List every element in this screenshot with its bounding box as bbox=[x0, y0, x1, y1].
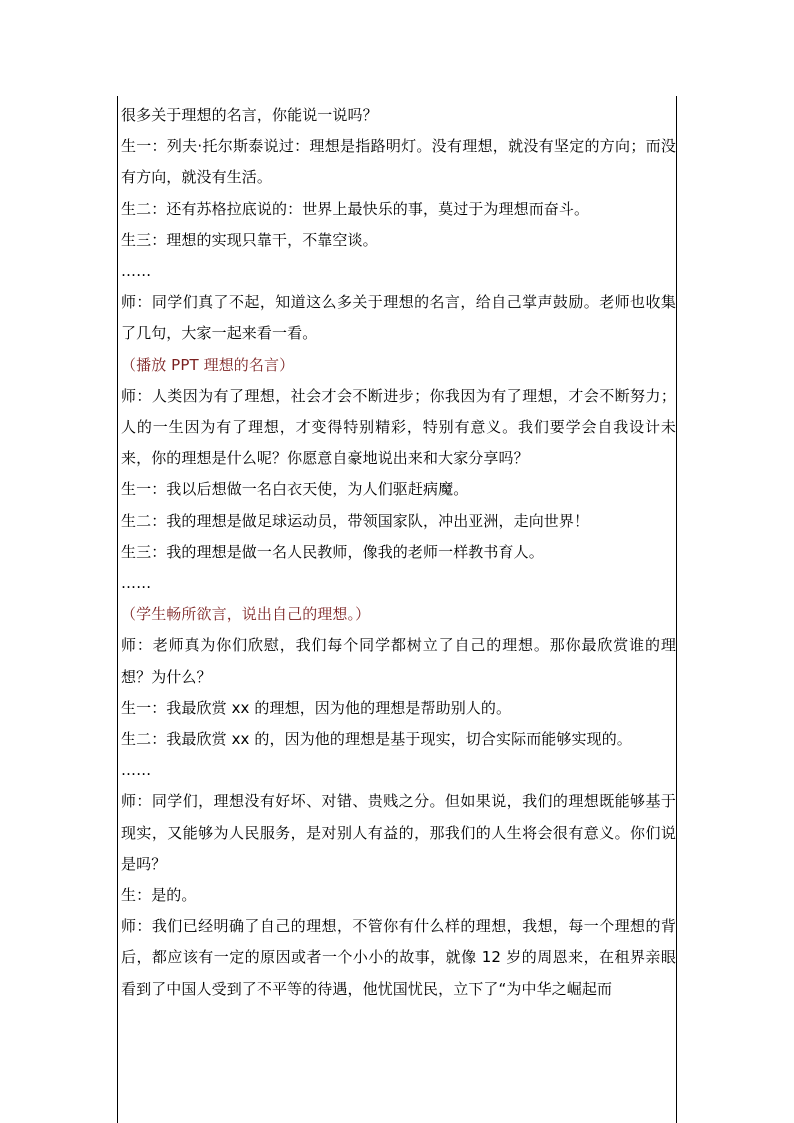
dialogue-line: 生二：我最欣赏 xx 的，因为他的理想是基于现实，切合实际而能够实现的。 bbox=[121, 730, 632, 749]
dialogue-line: 生一：列夫·托尔斯泰说过：理想是指路明灯。没有理想，就没有坚定的方向；而没有方向，就没有生活。 bbox=[121, 137, 676, 187]
dialogue-line: 师：我们已经明确了自己的理想，不管你有什么样的理想，我想，每一个理想的背后，都应该有一定的原因或者一个小小的故事，就像 12 岁的周恩来，在租界亲眼看到了中国人受到了不平等的待遇，他忧国忧民，立下了“为中华之崛起而 bbox=[121, 917, 676, 998]
dialogue-line: 生一：我最欣赏 xx 的理想，因为他的理想是帮助别人的。 bbox=[121, 698, 512, 717]
stage-direction: （播放 PPT 理想的名言） bbox=[121, 355, 295, 374]
dialogue-line: 生二：我的理想是做足球运动员，带领国家队，冲出亚洲，走向世界！ bbox=[121, 511, 590, 530]
dialogue-line: 生三：理想的实现只靠干，不靠空谈。 bbox=[121, 230, 378, 249]
dialogue-line: 师：老师真为你们欣慰，我们每个同学都树立了自己的理想。那你最欣赏谁的理想？为什么？ bbox=[121, 636, 676, 686]
dialogue-line: 生三：我的理想是做一名人民教师，像我的老师一样教书育人。 bbox=[121, 542, 544, 561]
dialogue-line: 师：同学们，理想没有好坏、对错、贵贱之分。但如果说，我们的理想既能够基于现实，又能够为人民服务，是对别人有益的，那我们的人生将会很有意义。你们说是吗？ bbox=[121, 792, 676, 873]
dialogue-line: …… bbox=[121, 761, 152, 780]
dialogue-line: …… bbox=[121, 262, 152, 281]
dialogue-line: 师：同学们真了不起，知道这么多关于理想的名言，给自己掌声鼓励。老师也收集了几句，大家一起来看一看。 bbox=[121, 293, 676, 343]
stage-direction: （学生畅所欲言，说出自己的理想。） bbox=[121, 605, 371, 624]
lesson-transcript bbox=[121, 100, 676, 1005]
dialogue-line: 师：人类因为有了理想，社会才会不断进步；你我因为有了理想，才会不断努力；人的一生因为有了理想，才变得特别精彩，特别有意义。我们要学会自我设计未来，你的理想是什么呢？你愿意自豪地说出来和大家分享吗？ bbox=[121, 386, 676, 468]
dialogue-line: 生一：我以后想做一名白衣天使，为人们驱赶病魔。 bbox=[121, 480, 469, 499]
dialogue-line: 生二：还有苏格拉底说的：世界上最快乐的事，莫过于为理想而奋斗。 bbox=[121, 199, 590, 218]
dialogue-line: 生：是的。 bbox=[121, 886, 197, 905]
dialogue-line: 很多关于理想的名言，你能说一说吗？ bbox=[121, 106, 378, 124]
dialogue-line: …… bbox=[121, 574, 152, 593]
